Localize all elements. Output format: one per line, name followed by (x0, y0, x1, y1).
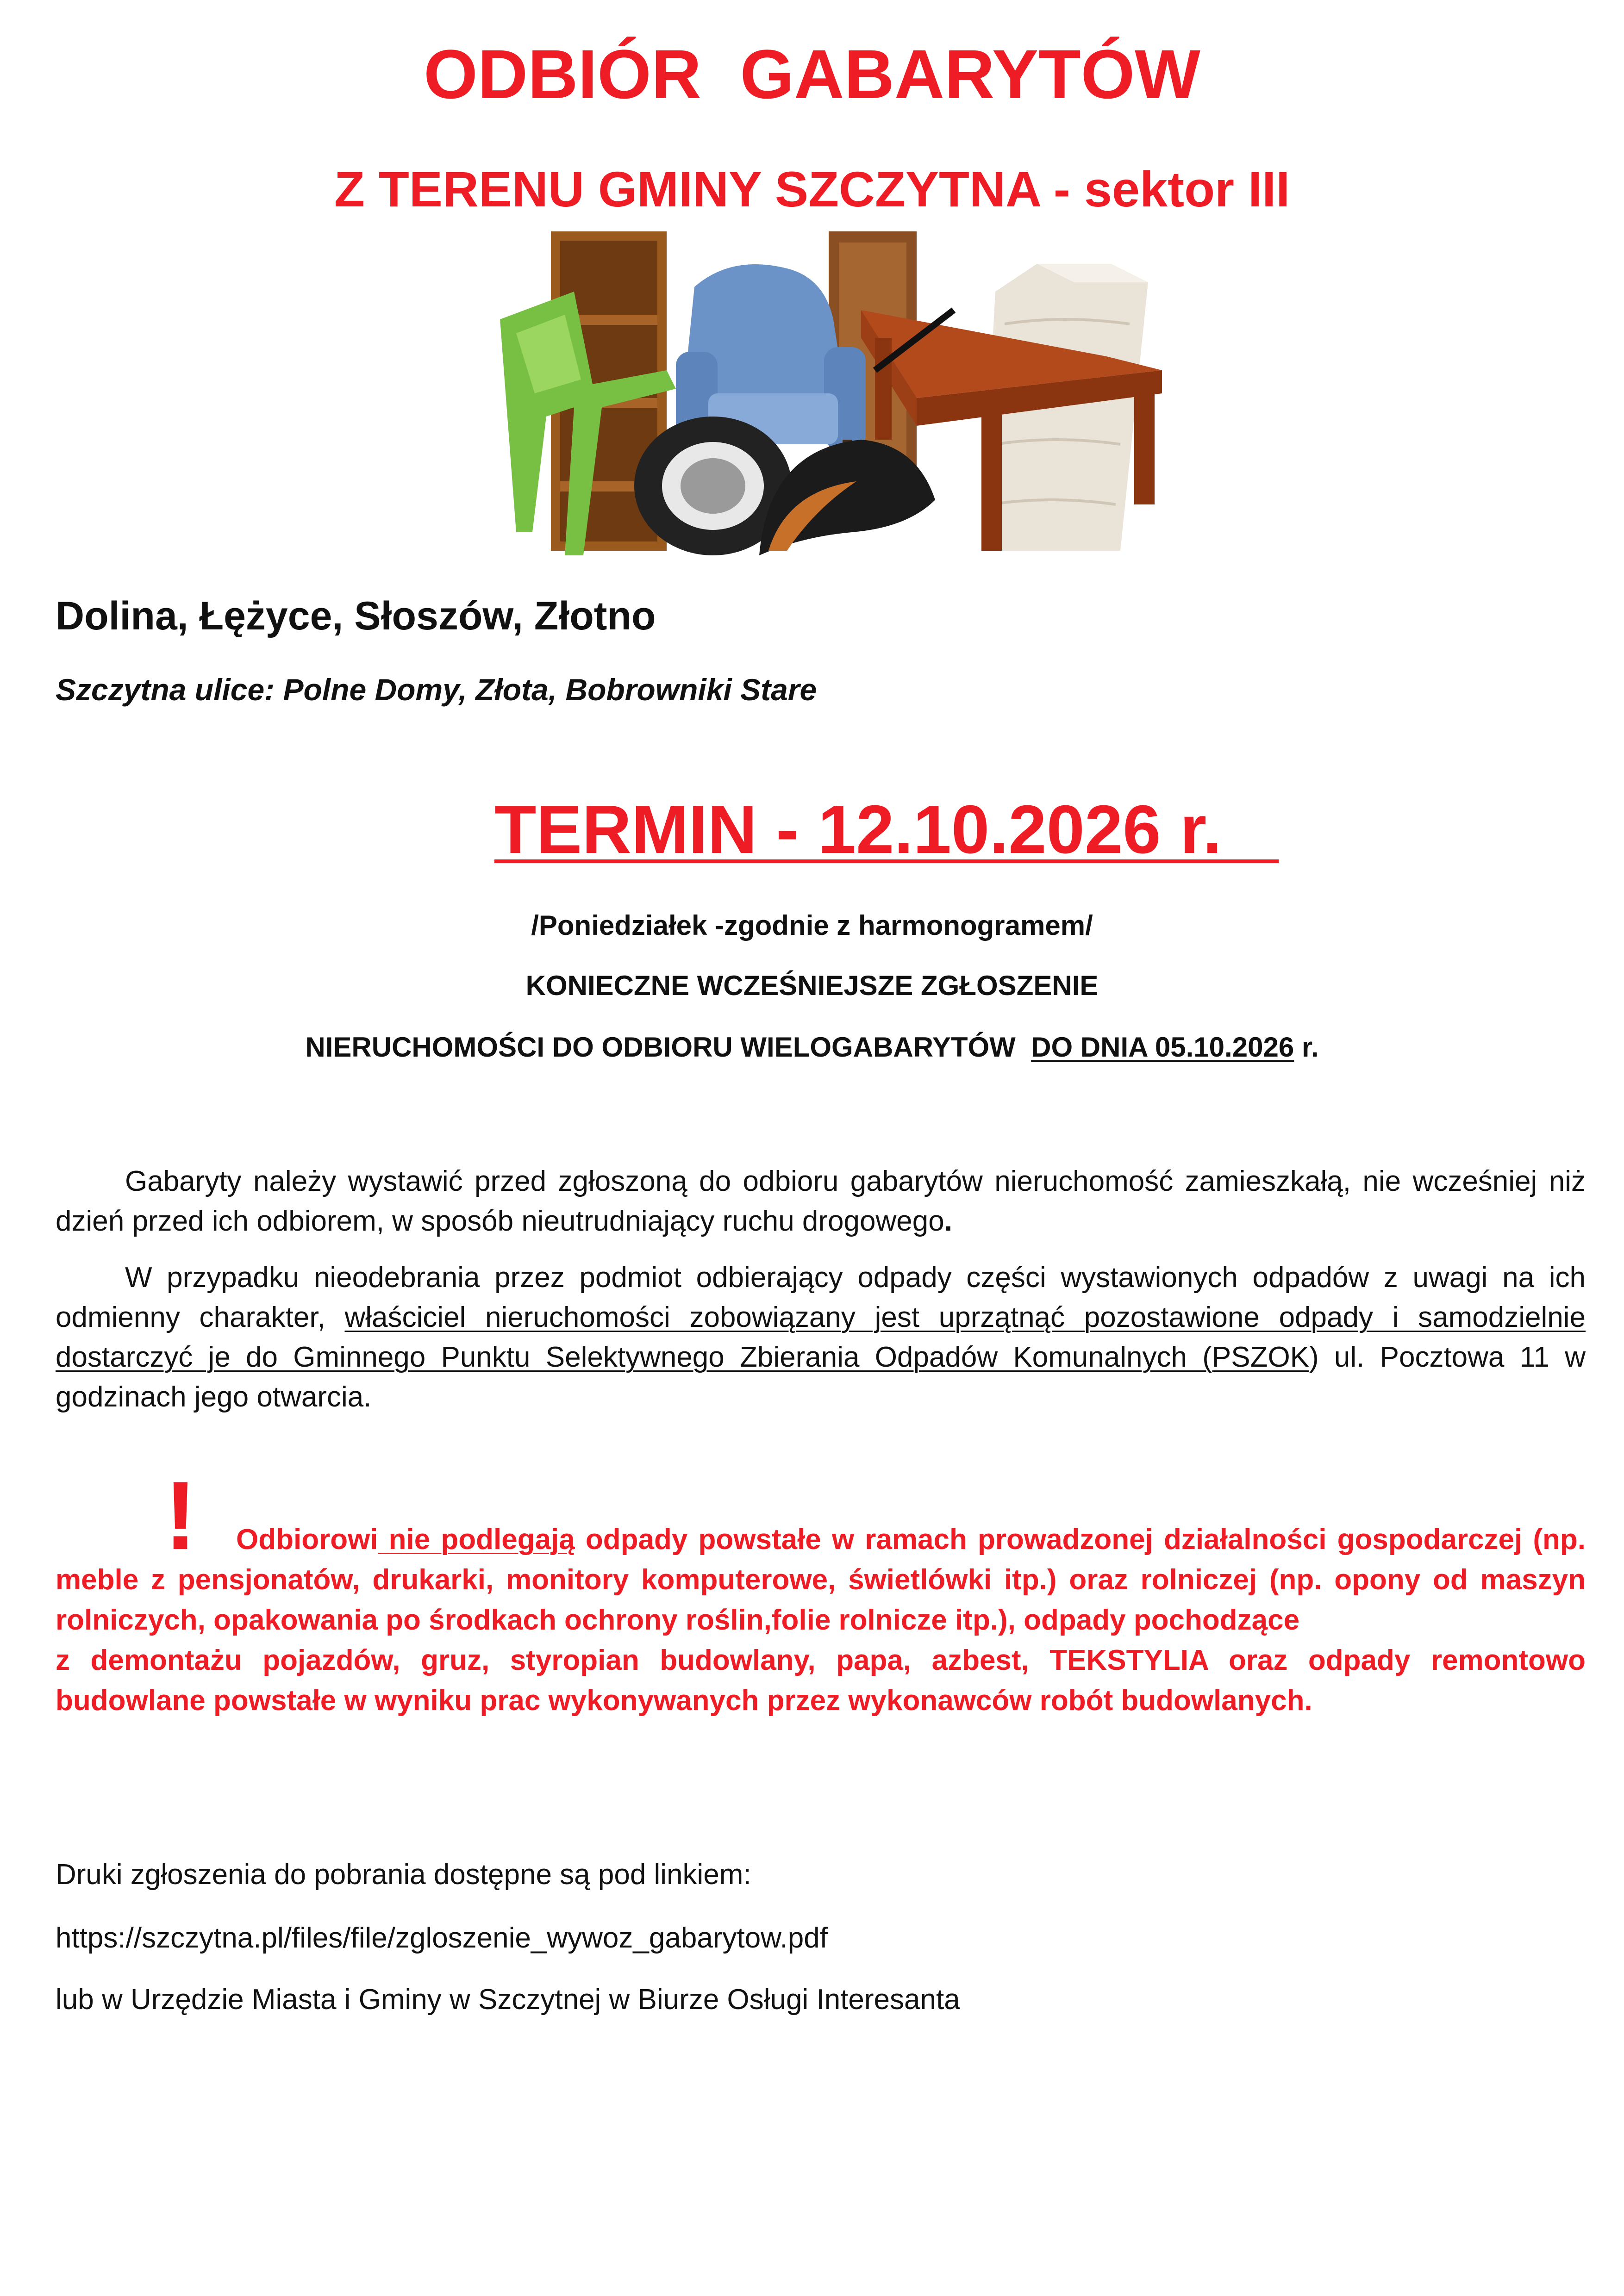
form-download-link[interactable]: https://szczytna.pl/files/file/zgloszenie_wywoz_gabarytow.pdf (56, 1922, 828, 1954)
notice-line-2 (0, 1031, 1624, 1063)
weekday-note: /Poniedziałek -zgodnie z harmonogramem/ (531, 910, 1093, 941)
registration-deadline: DO DNIA 05.10.2026 (1031, 1032, 1294, 1063)
warning-text: odpady powstałe w ramach prowadzonej działalności gospodarczej (np. meble z pensjonatów, drukarki, monitory komputerowe, świetlówki itp.) oraz rolniczej (np. opony od maszyn rolniczych, opakowania po środkach ochrony roślin,folie rolnicze itp.), odpady pochodzące (56, 1524, 1586, 1636)
localities-list: Dolina, Łężyce, Słoszów, Złotno (56, 594, 656, 638)
notice-line-2-suffix: r. (1294, 1032, 1319, 1063)
owner-obligation: właściciel nieruchomości zobowiązany jest uprzątnąć pozostawione odpady i samodzielnie dostarczyć je do Gminnego Punktu Selektywnego Zbierania Odpadów Komunalnych (PSZOK (56, 1301, 1586, 1373)
rules-paragraph-1-text: Gabaryty należy wystawić przed zgłoszoną do odbioru gabarytów nieruchomość zamieszkałą, nie wcześniej niż dzień przed ich odbiorem, w sposób nieutrudniający ruchu drogowego (56, 1165, 1586, 1237)
rules-paragraph-2 (56, 1258, 1586, 1417)
warning-not-accepted: nie podlegają (378, 1524, 575, 1556)
warning-text-continued: z demontażu pojazdów, gruz, styropian budowlany, papa, azbest, TEKSTYLIA oraz odpady remontowo budowlane powstałe w wyniku prac wykonywanych przez wykonawców robót budowlanych. (56, 1644, 1586, 1717)
rules-paragraph-2-end: ) ul. Pocztowa 11 w godzinach jego otwarcia. (56, 1341, 1586, 1413)
streets-list: Szczytna ulice: Polne Domy, Złota, Bobrowniki Stare (56, 672, 817, 707)
notice-line-1: KONIECZNE WCZEŚNIEJSZE ZGŁOSZENIE (525, 970, 1099, 1001)
page-title: ODBIÓR GABARYTÓW (424, 35, 1200, 113)
rules-paragraph-2-start: W przypadku nieodebrania przez podmiot odbierający odpady części wystawionych odpadów z uwagi na ich odmienny charakter, (56, 1262, 1586, 1333)
collection-date: TERMIN - 12.10.2026 r. (494, 791, 1279, 868)
office-alternative: lub w Urzędzie Miasta i Gminy w Szczytnej w Biurze Osługi Interesanta (56, 1984, 960, 2016)
warning-word: Odbiorowi (236, 1524, 378, 1556)
notice-line-2-prefix: NIERUCHOMOŚCI DO ODBIORU WIELOGABARYTÓW (305, 1032, 1031, 1063)
bulky-waste-illustration (491, 231, 1194, 555)
page-subtitle: Z TERENU GMINY SZCZYTNA - sektor III (334, 161, 1290, 217)
excluded-waste-warning (56, 1519, 1586, 1721)
rules-paragraph-1-end: . (944, 1205, 952, 1237)
downloads-intro: Druki zgłoszenia do pobrania dostępne są pod linkiem: (56, 1859, 751, 1891)
exclamation-icon: ! (164, 1461, 197, 1570)
rules-paragraph-1 (56, 1162, 1586, 1241)
